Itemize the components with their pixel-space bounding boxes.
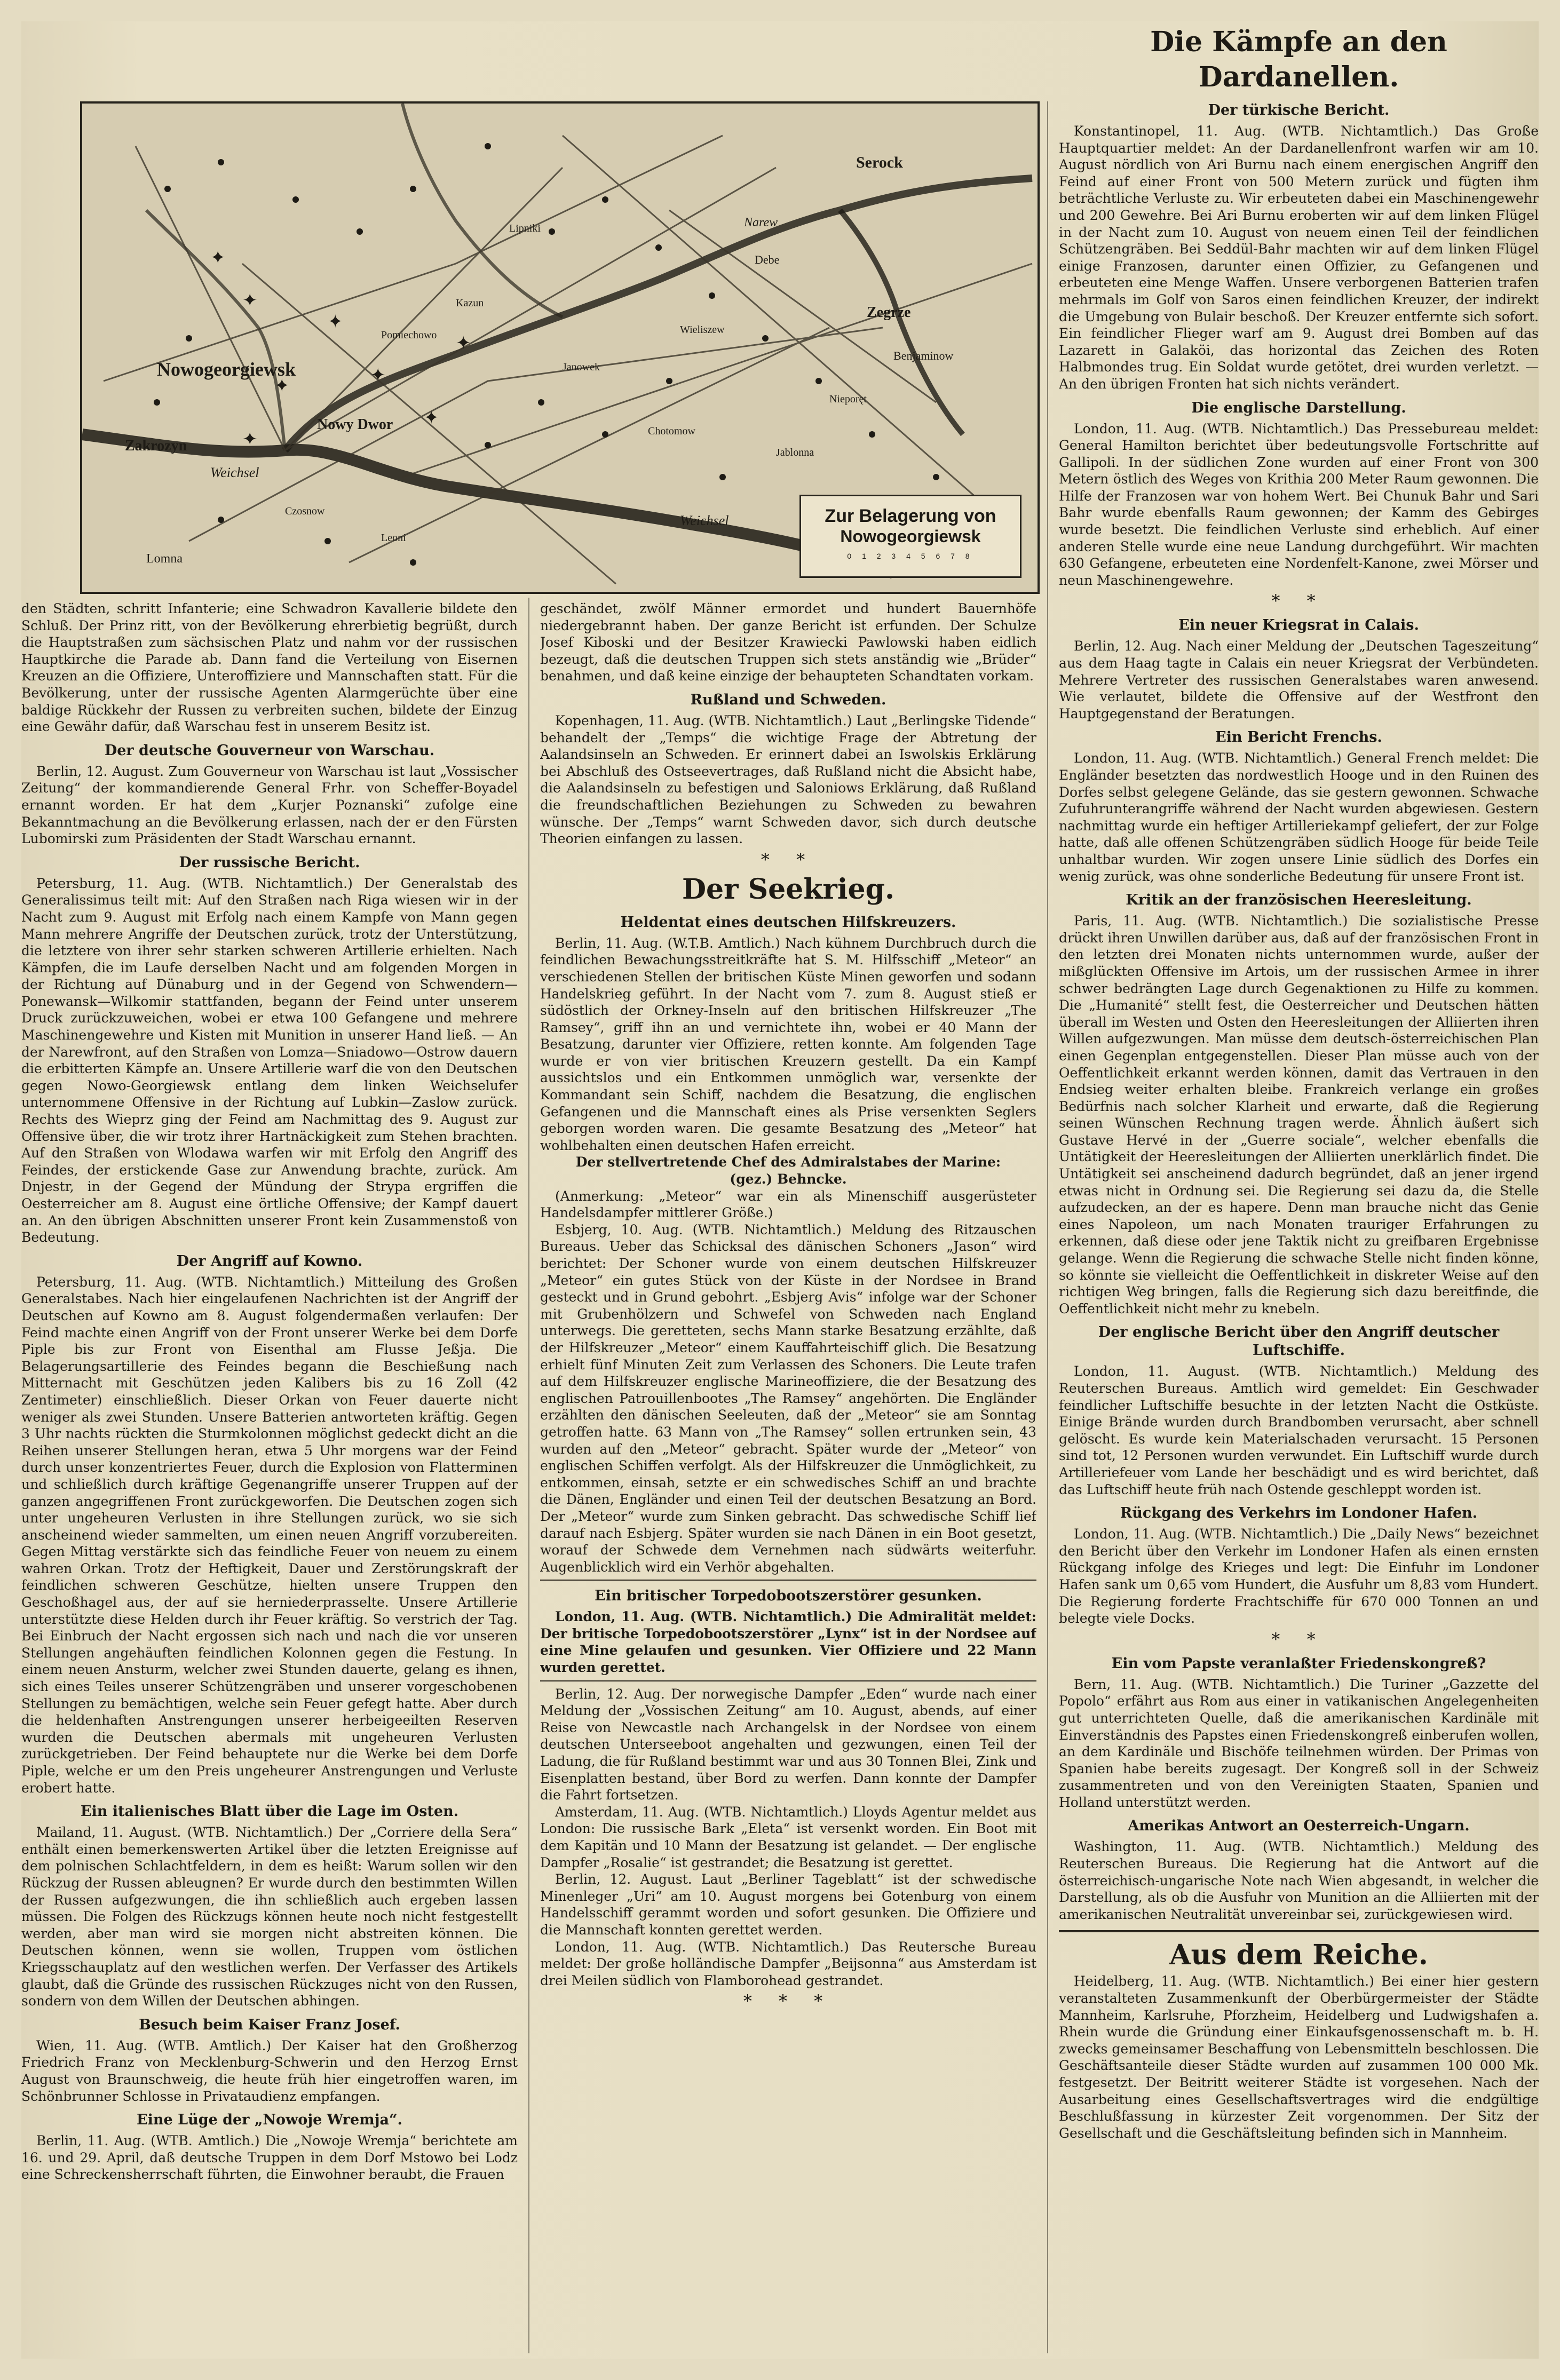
svg-text:Zegrze: Zegrze [867,304,911,321]
map-title-line1: Zur Belagerung von [825,506,996,526]
article-minenleger-uri: Berlin, 12. August. Laut „Berliner Tageblatt“ ist der schwedische Minenleger „Uri“ am 10. August morgens bei Gotenburg von einem Handelsschiff gerammt worden und sofort gesunken. Die Offiziere und die Mannschaft konnten gerettet werden. [540,1871,1036,1938]
article-dampfer-eden: Berlin, 12. Aug. Der norwegische Dampfer „Eden“ wurde nach einer Meldung der „Vossischen Zeitung“ am 10. August, abends, auf einer Reise von Newcastle nach Archangelsk in der Nordsee von einem deutschen Unterseeboot angehalten und gezwungen, einen Teil der Ladung, die für Rußland bestimmt war und aus 30 Tonnen Blei, Zink und Eisenplatten bestand, über Bord zu werfen. Dann konnte der Dampfer die Fahrt fortsetzen. [540,1686,1036,1803]
heading-gouverneur: Der deutsche Gouverneur von Warschau. [104,742,435,759]
svg-text:✦: ✦ [424,407,439,429]
heading-hilfskreuzer: Heldentat eines deutschen Hilfskreuzers. [620,914,956,931]
article-russischer-bericht: Petersburg, 11. Aug. (WTB. Nichtamtlich.) Der Generalstab des Generalissimus teilt mit: Auf den Straßen nach Riga wiesen wir in der Nacht zum 9. August mit Erfolg nach einem Kampfe von Mann gegen Mann mehrere Angriffe der Deutschen zurück, trotz der Unterstützung, die letztere von ihrer sehr starken schweren Artillerie erhielten. Nach Kämpfen, die im Laufe derselben Nacht und am folgenden Morgen in der Richtung auf Dünaburg und in der Gegend von Schwendern—Ponewansk—Wilkomir stattfanden, begann der Feind unter unserem Druck zurückzuweichen, wobei er etwa 100 Gefangene und mehrere Maschinengewehre und Kisten mit Munition in unserer Hand ließ. — An der Narewfront, auf den Straßen von Lomza—Sniadowo—Ostrow dauern die erbitterten Kämpfe an. Unsere Artillerie warf die von den Deutschen gegen Nowo-Georgiewsk entlang dem linken Weichselufer unternommene Offensive in der Richtung auf Lubkin—Zaslow zurück. Rechts des Wieprz ging der Feind am Nachmittag des 9. August zur Offensive über, die wir trotz ihrer Hartnäckigkeit zum Stehen brachten. Auf den Straßen von Wlodawa warfen wir mit Erfolg den Angriff des Feindes, der erstickende Gase zur Anwendung brachte, zurück. Am Dnjestr, in der Gegend der Mündung der Strypa ergriffen die Oesterreicher am 8. August eine örtliche Offensive; der Kampf dauert an. An den übrigen Abschnitten unserer Front kein Zusammenstoß von Bedeutung. [21,875,518,1245]
svg-text:Lomna: Lomna [146,552,183,566]
svg-text:✦: ✦ [328,311,343,332]
heading-amerikas-antwort: Amerikas Antwort an Oesterreich-Ungarn. [1128,1818,1470,1835]
article-tuerkischer-bericht: Konstantinopel, 11. Aug. (WTB. Nichtamtlich.) Das Große Hauptquartier meldet: An der Dardanellenfront warfen wir am 10. August nördlich von Ari Burnu nach einem energischen Angriff den Feind auf einer Front von 500 Metern zurück und fügten ihm beträchtliche Verluste zu. Wir erbeuteten dabei ein Maschinengewehr und 200 Gewehre. Bei Ari Burnu eroberten wir auf dem linken Flügel in der Nacht zum 10. August von neuem einen Teil der feindlichen Schützengräben. Bei Seddül-Bahr machten wir auf dem linken Flügel einige Franzosen, darunter einen Offizier, zu Gefangenen und erbeuteten eine Menge Waffen. Unsere verborgenen Batterien trafen mehrmals im Golf von Saros einen feindlichen Kreuzer, der indirekt die Umgebung von Bulair beschoß. Der Kreuzer entfernte sich sofort. Ein feindlicher Flieger warf am 9. August drei Bomben auf das Lazarett in Galaköi, das horizontal das Zeichen des Roten Halbmondes trug. Ein Soldat wurde getötet, drei wurden verletzt. — An den übrigen Fronten hat sich nichts verändert. [1059,123,1539,392]
note-meteor: (Anmerkung: „Meteor“ war ein als Minenschiff ausgerüsteter Handelsdampfer mittlerer Größe.) [540,1188,1036,1221]
svg-text:Benjaminow: Benjaminow [893,349,954,362]
article-amerikas-antwort: Washington, 11. Aug. (WTB. Nichtamtlich.) Meldung des Reuterschen Bureaus. Die Regierung hat die Antwort auf die österreichisch-ungarische Note nach Wien abgesandt, in welcher die Darstellung, als ob die Ausfuhr von Munition an die Alliierten mit der amerikanischen Neutralität unvereinbar sei, zurückgewiesen wird. [1059,1839,1539,1922]
article-nowoje-wremja: Berlin, 11. Aug. (WTB. Amtlich.) Die „Nowoje Wremja“ berichtete am 16. und 29. April, daß deutsche Truppen in dem Dorf Mstowo bei Lodz eine Schreckensherrschaft führten, die Einwohner beraubt, die Frauen [21,2133,518,2183]
heading-friedenskongress: Ein vom Papste veranlaßter Friedenskongreß? [1111,1655,1486,1672]
article-englische-darstellung: London, 11. Aug. (WTB. Nichtamtlich.) Das Pressebureau meldet: General Hamilton berichtet über bedeutungsvolle Fortschritte auf Gallipoli. In der südlichen Zone wurden auf einer Front von 300 Metern östlich des Weges von Krithia 200 Meter Raum gewonnen. Die Hilfe der Franzosen war von hohem Wert. Bei Chunuk Bahr und Sari Bahr wurde ebenfalls Raum gewonnen; der Kamm des Gebirges wurde besetzt. Die feindlichen Verluste sind erheblich. Auf einer anderen Stelle wurde eine neue Landung durchgeführt. Wir machten 630 Gefangene, erbeuteten eine Nordenfelt-Kanone, zwei Mörser und neun Maschinengewehre. [1059,421,1539,588]
svg-text:Czosnow: Czosnow [285,505,325,517]
signature-line-1: Der stellvertretende Chef des Admiralstabes der Marine: [575,1154,1001,1170]
column-rule-1 [528,598,529,2353]
svg-text:Zakrozyn: Zakrozyn [125,438,187,454]
map-title-line2: Nowogeorgiewsk [840,527,981,546]
column-left [21,600,518,2359]
heading-kaiser-franz-josef: Besuch beim Kaiser Franz Josef. [139,2016,400,2033]
heading-londoner-hafen: Rückgang des Verkehrs im Londoner Hafen. [1120,1505,1478,1522]
article-heidelberg: Heidelberg, 11. Aug. (WTB. Nichtamtlich.) Bei einer hier gestern veranstalteten Zusammenkunft der Oberbürgermeister der Städte Mannheim, Karlsruhe, Pforzheim, Heidelberg und Ludwigshafen a. Rhein wurde die Gründung einer Einkaufsgenossenschaft m. b. H. zwecks gemeinsamer Beschaffung von Lebensmitteln beschlossen. Die Geschäftsanteile dieser Städte wurden auf zusammen 100 000 Mk. festgesetzt. Der Beitritt weiterer Städte ist vorgesehen. Nach der Ausarbeitung eines Gesellschaftsvertrages wird die endgültige Beschlußfassung in kürzester Zeit vorgenommen. Der Sitz der Gesellschaft und die Geschäftsleitung befinden sich in Mannheim. [1059,1973,1539,2141]
signature-line-2: (gez.) Behncke. [730,1171,847,1187]
svg-text:Leoni: Leoni [381,532,406,544]
svg-text:✦: ✦ [274,375,290,396]
map-legend-box [799,495,1021,578]
heading-torpedoboot: Ein britischer Torpedobootszerstörer gesunken. [595,1588,982,1605]
article-kritik-heeresleitung: Paris, 11. Aug. (WTB. Nichtamtlich.) Die sozialistische Presse drückt ihren Unwillen darüber aus, daß auf der französischen Front in den letzten drei Monaten nichts unternommen wurde, außer der mißglückten Offensive im Artois, um der russischen Armee in ihrer schwer bedrängten Lage durch Gegenaktionen zu Hilfe zu kommen. Die „Humanité“ stellt fest, die Oesterreicher und Deutschen hätten überall im Westen und Osten den Heeresleitungen der Alliierten ihren Willen aufgezwungen. Man müsse dem deutsch-österreichischen Plan einen Gegenplan entgegenstellen. Dieser Plan müsse auch von der Oeffentlichkeit erkannt werden können, damit das Vertrauen in den Endsieg weiter erhalten bleibe. Frankreich verlange ein großes Bedürfnis nach solcher Klarheit und erwarte, daß die Regierung seinen Wünschen Rechnung tragen werde. Ähnlich äußert sich Gustave Hervé in der „Guerre sociale“, welcher ebenfalls die Untätigkeit der Heeresleitungen der Alliierten unerklärlich findet. Die Untätigkeit sei anscheinend dadurch begründet, daß an jener irgend etwas nicht in Ordnung sei. Die Regierung sei dazu da, die Stelle aufzudecken, an der es hapere. Denn man brauche nicht das Genie eines Napoleon, um nach Monaten trauriger Erfahrungen zu erkennen, daß diese oder jene Taktik nicht zu greifbaren Ergebnisse gelange. Wenn die Regierung die schwache Stelle nicht finden könne, so könnte sie vielleicht die Oeffentlichkeit in diskreter Weise auf den richtigen Weg bringen, falls die Regierung sich dazu bereitfinde, die Oeffentlichkeit nicht mehr zu knebeln. [1059,913,1539,1316]
article-hilfskreuzer: Berlin, 11. Aug. (W.T.B. Amtlich.) Nach kühnem Durchbruch durch die feindlichen Bewachungsstreitkräfte hat S. M. Hilfsschiff „Meteor“ an verschiedenen Stellen der britischen Küste Minen geworfen und sodann Handelskrieg geführt. In der Nacht vom 7. zum 8. August stieß er südöstlich der Orkney-Inseln auf den britischen Hilfskreuzer „The Ramsey“, griff ihn an und vernichtete ihn, wobei er 40 Mann der Besatzung, darunter vier Offiziere, retten konnte. Am folgenden Tage wurde er von vier britischen Kreuzern gestellt. Da ein Kampf aussichtslos und ein Entkommen unmöglich war, versenkte der Kommandant sein Schiff, nachdem die Besatzung, die englischen Gefangenen und die Mannschaft eines als Prise versenkten Seglers geborgen worden waren. Die gesamte Besatzung des „Meteor“ hat wohlbehalten einen deutschen Hafen erreicht. [540,935,1036,1153]
svg-text:Nowy Dwor: Nowy Dwor [317,416,393,433]
column-rule-2 [1047,101,1048,2353]
article-nowoje-wremja-cont: geschändet, zwölf Männer ermordet und hundert Bauernhöfe niedergebrannt haben. Der ganze Bericht ist erfunden. Der Schulze Josef Kiboski und der Besitzer Krawiecki Pawlowski haben eidlich bezeugt, daß die deutschen Truppen sich stets anständig wie „Brüder“ benahmen, und daß keine einzige der behaupteten Schandtaten vorkam. [540,601,1036,684]
article-russland-schweden: Kopenhagen, 11. Aug. (WTB. Nichtamtlich.) Laut „Berlingske Tidende“ behandelt der „Temps“ die wichtige Frage der Abtretung der Aalandsinseln an Schweden. Er erinnert dabei an Iswolskis Erklärung bei Abschluß des Ostseevertrages, daß Rußland nicht die Absicht habe, die Aalandsinseln zu befestigen und Saloniows Erklärung, daß Rußland die freundschaftlichen Beziehungen zu Schweden zu bewahren wünsche. Der „Temps“ warnt Schweden davor, sich durch deutsche Theorien einfangen zu lassen. [540,712,1036,847]
svg-text:Chotomow: Chotomow [648,425,695,437]
article-kowno: Petersburg, 11. Aug. (WTB. Nichtamtlich.) Mitteilung des Großen Generalstabes. Nach hier eingelaufenen Nachrichten ist der Angriff der Deutschen auf Kowno am 8. August folgendermaßen verlaufen: Der Feind machte einen Angriff von der Front unserer Werke bei dem Dorfe Piple bis zur Front von Eisenthal am Flusse Jeßja. Die Belagerungsartillerie des Feindes begann die Beschießung nach Mitternacht mit Geschützen jeden Kalibers bis zu 16 Zoll (42 Zentimeter) einschließlich. Dieser Orkan von Feuer dauerte nicht weniger als zwei Stunden. Unsere Batterien antworteten kräftig. Gegen 3 Uhr nachts rückten die Sturmkolonnen möglichst gedeckt dicht an die Reihen unserer Stellungen heran, etwa 5 Uhr morgens war der Feind durch unser konzentriertes Feuer, durch die Explosion von Flatterminen und schließlich durch kräftige Gegenangriffe unserer Truppen auf der ganzen angegriffenen Front zurückgeworfen. Die Deutschen zogen sich unter ungeheuren Verlusten in ihre Stellungen zurück, wo sie sich anscheinend wieder sammelten, um einen neuen Angriff vorzubereiten. Gegen Mittag verstärkte sich das feindliche Feuer von neuem zu einem wahren Orkan. Trotz der Heftigkeit, Dauer und Zerstörungskraft der feindlichen schweren Geschütze, hielten unsere Truppen den Geschoßhagel aus, der auf sie herniederprasselte. Unsere Artillerie unterstützte diese Helden durch ihr Feuer kräftig. So verstrich der Tag. Bei Einbruch der Nacht ergossen sich nach und nach die vor unseren Stellungen angehäuften feindlichen Kolonnen gegen die Festung. In einem neuen Ansturm, welcher zwei Stunden dauerte, gelang es ihnen, sich eines Teiles unserer Schützengräben und unserer vorgeschobenen Stellungen zu bemächtigen, welche sein Feuer gefegt hatte. Aber durch die heldenhaften Anstrengungen unserer herbeigeeilten Reserven wurden die Deutschen abermals mit ungeheuren Verlusten zurückgetrieben. Der Feind behauptete nur die Werke bei dem Dorfe Piple, welche er um den Preis ungeheurer Anstrengungen und Verluste erobert hatte. [21,1274,518,1796]
heading-russland-schweden: Rußland und Schweden. [690,691,886,708]
svg-text:Nieporęt: Nieporęt [829,393,867,405]
svg-text:✦: ✦ [242,290,258,311]
svg-text:Jablonna: Jablonna [776,447,814,458]
article-londoner-hafen: London, 11. Aug. (WTB. Nichtamtlich.) Die „Daily News“ bezeichnet den Bericht über den Verkehr im Londoner Hafen als einen ernsten Rückgang infolge des Krieges und legt: Die Einfuhr im Londoner Hafen sank um 0,65 vom Hundert, die Ausfuhr um 8,83 vom Hundert. Die Regierung forderte Frachtschiffe für 670 000 Tonnen an und belegte viele Docks. [1059,1526,1539,1627]
headline-dardanellen: Die Kämpfe an den Dardanellen. [1150,26,1447,93]
column-middle: geschändet, zwölf Männer ermordet und hundert Bauernhöfe niedergebrannt haben. Der ganze Bericht ist erfunden. Der Schulze Josef Kiboski und der Besitzer Krawiecki Pawlowski haben eidlich bezeugt, daß die deutschen Truppen sich stets anständig wie „Brüder“ benahmen, und daß keine einzige der behaupteten Schandtaten vorkam. Rußland und Schweden. Kopenhagen, 11. Aug. (WTB. Nichtamtlich.) Laut „Berlingske Tidende“ behandelt der „Temps“ die wichtige Frage der Abtretung der Aalandsinseln an Schweden. Er erinnert dabei an Iswolskis Erklärung bei Abschluß des Ostseevertrages, daß Rußland nicht die Absicht habe, die Aalandsinseln zu befestigen und Saloniows Erklärung, daß Rußland die freundschaftlichen Beziehungen zu Schweden zu bewahren wünsche. Der „Temps“ warnt Schweden davor, sich durch deutsche Theorien einfangen zu lassen. * * Der Seekrieg. Heldentat eines deutschen Hilfskreuzers. Berlin, 11. Aug. (W.T.B. Amtlich.) Nach kühnem Durchbruch durch die feindlichen Bewachungsstreitkräfte hat S. M. Hilfsschiff „Meteor“ an verschiedenen Stellen der britischen Küste Minen geworfen und sodann Handelskrieg geführt. In der Nacht vom 7. zum 8. August stieß er südöstlich der Orkney-Inseln auf den britischen Hilfskreuzer „The Ramsey“, griff ihn an und vernichtete ihn, wobei er 40 Mann der Besatzung, darunter vier Offiziere, retten konnte. Am folgenden Tage wurde er von vier britischen Kreuzern gestellt. Da ein Kampf aussichtslos und ein Entkommen unmöglich war, versenkte der Kommandant sein Schiff, nachdem die Besatzung, die englischen Gefangenen und die Mannschaft eines als Prise versenkten Seglers geborgen worden waren. Die gesamte Besatzung des „Meteor“ hat wohlbehalten einen deutschen Hafen erreicht. Der stellvertretende Chef des Admiralstabes der Marine: (gez.) Behncke. (Anmerkung: „Meteor“ war ein als Minenschiff ausgerüsteter Handelsdampfer mittlerer Größe.) Esbjerg, 10. Aug. (WTB. Nichtamtlich.) Meldung des Ritzauschen Bureaus. Ueber das Schicksal des dänischen Schoners „Jason“ wird berichtet: Der Schoner wurde von einem deutschen Hilfskreuzer „Meteor“ ein gutes Stück von der Küste in der Nordsee in Brand gesteckt und in Grund gebohrt. „Esbjerg Avis“ infolge war der Schoner mit Grubenhölzern und Schwefel von Schweden nach England unterwegs. Die geretteten, sechs Mann starke Besatzung erzählte, daß der Hilfskreuzer „Meteor“ einem Kauffahrteischiff glich. Die Besatzung erhielt fünf Minuten Zeit zum Verlassen des Schoners. Die Leute trafen auf dem Hilfskreuzer englische Marineoffiziere, die der Besatzung des englischen Patrouillenbootes „The Ramsey“ angehörten. Die Engländer erzählten den dänischen Seeleuten, daß der „Meteor“ sie am Sonntag getroffen hatte. 63 Mann von „The Ramsey“ sollen ertrunken sein, 43 wurden auf den „Meteor“ gebracht. Später wurde der „Meteor“ von englischen Schiffen verfolgt. Als der Hilfskreuzer die Unmöglichkeit, zu entkommen, einsah, setzte er ein schwedisches Schiff an und brachte die Dänen, Engländer und einen Teil der deutschen Besatzung an Bord. Der „Meteor“ wurde zum Sinken gebracht. Das schwedische Schiff lief darauf nach Esbjerg. Später wurden sie nach Dänen in ein Boot gesetzt, worauf der Schwede dem Vernehmen nach südwärts weiterfuhr. Augenblicklich wird ein Verhör abgehalten. Ein britischer Torpedobootszerstörer gesunken. London, 11. Aug. (WTB. Nichtamtlich.) Die Admiralität meldet: Der britische Torpedobootszerstörer „Lynx“ ist in der Nordsee auf eine Mine gelaufen und gesunken. Vier Offiziere und 22 Mann wurden gerettet. Berlin, 12. Aug. Der norwegische Dampfer „Eden“ wurde nach einer Meldung der „Vossischen Zeitung“ am 10. August, abends, auf einer Reise von Newcastle nach Archangelsk in der Nordsee von einem deutschen Unterseeboot angehalten und gezwungen, einen Teil der Ladung, die für Rußland bestimmt war und aus 30 Tonnen Blei, Zink und Eisenplatten bestand, über Bord zu werfen. Dann konnte der Dampfer die Fahrt fortsetzen. Amsterdam, 11. Aug. (WTB. Nichtamtlich.) Lloyds Agentur meldet aus London: Die russische Bark „Eleta“ ist versenkt worden. Ein Boot mit dem Kapitän und 10 Mann der Besatzung ist gelandet. — Der englische Dampfer „Rosalie“ ist gestrandet; die Besatzung ist gerettet. Berlin, 12. August. Laut „Berliner Tageblatt“ ist der schwedische Minenleger „Uri“ am 10. August morgens bei Gotenburg von einem Handelsschiff gerammt worden und sofort gesunken. Die Offiziere und die Mannschaft konnten gerettet werden. London, 11. Aug. (WTB. Nichtamtlich.) Das Reutersche Bureau meldet: Der große holländische Dampfer „Beijsonna“ aus Amsterdam ist drei Meilen südlich von Flamborohead gestrandet. * * * [540,601,1036,2012]
column-right: Die Kämpfe an den Dardanellen. Der türkische Bericht. Konstantinopel, 11. Aug. (WTB. Nichtamtlich.) Das Große Hauptquartier meldet: An der Dardanellenfront warfen wir am 10. August nördlich von Ari Burnu nach einem energischen Angriff den Feind auf einer Front von 500 Metern zurück und fügten ihm beträchtliche Verluste zu. Wir erbeuteten dabei ein Maschinengewehr und 200 Gewehre. Bei Ari Burnu eroberten wir auf dem linken Flügel in der Nacht zum 10. August von neuem einen Teil der feindlichen Schützengräben. Bei Seddül-Bahr machten wir auf dem linken Flügel einige Franzosen, darunter einen Offizier, zu Gefangenen und erbeuteten eine Menge Waffen. Unsere verborgenen Batterien trafen mehrmals im Golf von Saros einen feindlichen Kreuzer, der indirekt die Umgebung von Bulair beschoß. Der Kreuzer entfernte sich sofort. Ein feindlicher Flieger warf am 9. August drei Bomben auf das Lazarett in Galaköi, das horizontal das Zeichen des Roten Halbmondes trug. Ein Soldat wurde getötet, drei wurden verletzt. — An den übrigen Fronten hat sich nichts verändert. Die englische Darstellung. London, 11. Aug. (WTB. Nichtamtlich.) Das Pressebureau meldet: General Hamilton berichtet über bedeutungsvolle Fortschritte auf Gallipoli. In der südlichen Zone wurden auf einer Front von 300 Metern östlich des Weges von Krithia 200 Meter Raum gewonnen. Die Hilfe der Franzosen war von hohem Wert. Bei Chunuk Bahr und Sari Bahr wurde ebenfalls Raum gewonnen; der Kamm des Gebirges wurde besetzt. Die feindlichen Verluste sind erheblich. Auf einer anderen Stelle wurde eine neue Landung durchgeführt. Wir machten 630 Gefangene, erbeuteten eine Nordenfelt-Kanone, zwei Mörser und neun Maschinengewehre. * * Ein neuer Kriegsrat in Calais. Berlin, 12. Aug. Nach einer Meldung der „Deutschen Tageszeitung“ aus dem Haag tagte in Calais ein neuer Kriegsrat der Verbündeten. Mehrere Vertreter des russischen Generalstabes waren anwesend. Wie verlautet, bildete die Offensive auf der Westfront den Hauptgegenstand der Beratungen. Ein Bericht Frenchs. London, 11. Aug. (WTB. Nichtamtlich.) General French meldet: Die Engländer besetzten das nordwestlich Hooge und in den Ruinen des Dorfes selbst gelegene Gelände, das sie gestern gewonnen. Schwache Zufuhrunterangriffe während der Nacht wurden abgewiesen. Gestern nachmittag wurde ein heftiger Artilleriekampf geliefert, der zur Folge hatte, daß alle offenen Schützengräben südlich Hooge für beide Teile unhaltbar wurden. Wir zogen unsere Linie südlich des Dorfes ein wenig zurück, was ohne sonderliche Bedeutung für unsere Front ist. Kritik an der französischen Heeresleitung. Paris, 11. Aug. (WTB. Nichtamtlich.) Die sozialistische Presse drückt ihren Unwillen darüber aus, daß auf der französischen Front in den letzten drei Monaten nichts unternommen wurde, außer der mißglückten Offensive im Artois, um der russischen Armee in ihrer schwer bedrängten Lage durch Gegenaktionen zu Hilfe zu kommen. Die „Humanité“ stellt fest, die Oesterreicher und Deutschen hätten überall im Westen und Osten den Heeresleitungen der Alliierten ihren Willen aufgezwungen. Man müsse dem deutsch-österreichischen Plan einen Gegenplan entgegenstellen. Dieser Plan müsse auch von der Oeffentlichkeit erkannt werden können, damit das Vertrauen in den Endsieg weiter erhalten bleibe. Frankreich verlange ein großes Bedürfnis nach solcher Klarheit und erwarte, daß die Regierung seinen Wünschen Rechnung tragen werde. Ähnlich äußert sich Gustave Hervé in der „Guerre sociale“, welcher ebenfalls die Untätigkeit der Heeresleitungen der Alliierten unerklärlich findet. Die Untätigkeit sei anscheinend dadurch begründet, daß an jener irgend etwas nicht in Ordnung sei. Die Regierung sei dazu da, die Stelle aufzudecken, an der es hapere. Denn man brauche nicht das Genie eines Napoleon, um nach Monaten trauriger Erfahrungen zu erkennen, daß diese oder jene Taktik nicht zu greifbaren Ergebnisse gelange. Wenn die Regierung die schwache Stelle nicht finden könne, so könnte sie vielleicht die Oeffentlichkeit in diskreter Weise auf den richtigen Weg bringen, falls die Regierung sich dazu bereitfinde, die Oeffentlichkeit nicht mehr zu knebeln. Der englische Bericht über den Angriff deutscher Luftschiffe. London, 11. August. (WTB. Nichtamtlich.) Meldung des Reuterschen Bureaus. Amtlich wird gemeldet: Ein Geschwader feindlicher Luftschiffe besuchte in der letzten Nacht die Ostküste. Einige Brände wurden durch Brandbomben verursacht, aber schnell gelöscht. Es wurde kein Materialschaden verursacht. 15 Personen sind tot, 12 Personen wurden verwundet. Ein Luftschiff wurde durch Artilleriefeuer vom Lande her beschädigt und es wird berichtet, daß das Luftschiff heute früh nach Ostende geschleppt worden ist. Rückgang des Verkehrs im Londoner Hafen. London, 11. Aug. (WTB. Nichtamtlich.) Die „Daily News“ bezeichnet den Bericht über den Verkehr im Londoner Hafen als einen ernsten Rückgang infolge des Krieges und legt: Die Einfuhr im Londoner Hafen sank um 0,65 vom Hundert, die Ausfuhr um 8,83 vom Hundert. Die Regierung forderte Frachtschiffe für 670 000 Tonnen an und belegte viele Docks. * * Ein vom Papste veranlaßter Friedenskongreß? Bern, 11. Aug. (WTB. Nichtamtlich.) Die Turiner „Gazzette del Popolo“ erfährt aus Rom aus einer in vatikanischen Angelegenheiten gut unterrichteten Quelle, daß die amerikanischen Kardinäle mit Einverständnis des Papstes einen Friedenskongreß einberufen wollen, an dem Kardinäle und Bischöfe teilnehmen würden. Der Primas von Spanien habe bereits zugesagt. Der Kongreß soll in der Schweiz zusammentreten und von den Vereinigten Staaten, Spanien und Holland unterstützt werden. Amerikas Antwort an Oesterreich-Ungarn. Washington, 11. Aug. (WTB. Nichtamtlich.) Meldung des Reuterschen Bureaus. Die Regierung hat die Antwort auf die österreichisch-ungarische Note nach Wien abgesandt, in welcher die Darstellung, als ob die Ausfuhr von Munition an die Alliierten mit der amerikanischen Neutralität unvereinbar sei, zurückgewiesen wird. Aus dem Reiche. Heidelberg, 11. Aug. (WTB. Nichtamtlich.) Bei einer hier gestern veranstalteten Zusammenkunft der Oberbürgermeister der Städte Mannheim, Karlsruhe, Pforzheim, Heidelberg und Ludwigshafen a. Rhein wurde die Gründung einer Einkaufsgenossenschaft m. b. H. zwecks gemeinsamer Beschaffung von Lebensmitteln beschlossen. Die Geschäftsanteile dieser Städte wurden auf zusammen 100 000 Mk. festgesetzt. Der Beitritt weiterer Städte ist vorgesehen. Nach der Ausarbeitung eines Gesellschaftsvertrages wird die endgültige Beschlußfassung in kürzester Zeit vorgenommen. Der Sitz der Gesellschaft und die Geschäftsleitung befinden sich in Mannheim. [1059,26,1539,2141]
svg-text:✦: ✦ [210,247,226,268]
svg-text:Kazun: Kazun [456,297,484,309]
article-bark-eleta: Amsterdam, 11. Aug. (WTB. Nichtamtlich.) Lloyds Agentur meldet aus London: Die russische Bark „Eleta“ ist versenkt worden. Ein Boot mit dem Kapitän und 10 Mann der Besatzung ist gelandet. — Der englische Dampfer „Rosalie“ ist gestrandet; die Besatzung ist gerettet. [540,1804,1036,1870]
heading-nowoje-wremja: Eine Lüge der „Nowoje Wremja“. [137,2112,402,2129]
article-friedenskongress: Bern, 11. Aug. (WTB. Nichtamtlich.) Die Turiner „Gazzette del Popolo“ erfährt aus Rom aus einer in vatikanischen Angelegenheiten gut unterrichteten Quelle, daß die amerikanischen Kardinäle mit Einverständnis des Papstes einen Friedenskongreß einberufen wollen, an dem Kardinäle und Bischöfe teilnehmen würden. Der Primas von Spanien habe bereits zugesagt. Der Kongreß soll in der Schweiz zusammentreten und von den Vereinigten Staaten, Spanien und Holland unterstützt werden. [1059,1676,1539,1810]
article-einzug-warschau: den Städten, schritt Infanterie; eine Schwadron Kavallerie bildete den Schluß. Der Prinz ritt, von der Bevölkerung ehrerbietig begrüßt, durch die Hauptstraßen zum sächsischen Platz und nahm vor der russischen Hauptkirche die Parade ab. Dann fand die Verteilung von Eisernen Kreuzen an die Offiziere, Unteroffiziere und Mannschaften statt. Für die Bevölkerung, unter der russische Agenten Alarmgerüchte über eine baldige Rückkehr der Russen zu verbreiten suchen, bildete der Einzug eine Gewähr dafür, daß Warschau fest in unserem Besitz ist. [21,601,518,735]
svg-text:Serock: Serock [856,154,903,171]
svg-text:✦: ✦ [370,364,386,386]
headline-aus-dem-reiche: Aus dem Reiche. [1169,1939,1428,1972]
heading-kowno: Der Angriff auf Kowno. [176,1252,363,1270]
heading-tuerkischer-bericht: Der türkische Bericht. [1208,102,1390,118]
article-gouverneur: Berlin, 12. August. Zum Gouverneur von Warschau ist laut „Vossischer Zeitung“ der kommandierende General Frhr. von Scheffer-Boyadel ernannt worden. Er hat dem „Kurjer Poznanski“ zufolge eine Bekanntmachung an die Bevölkerung erlassen, nach der er den Fürsten Lubomirski zum Präsidenten der Stadt Warschau ernannt. [21,763,518,847]
article-esbjerg: Esbjerg, 10. Aug. (WTB. Nichtamtlich.) Meldung des Ritzauschen Bureaus. Ueber das Schicksal des dänischen Schoners „Jason“ wird berichtet: Der Schoner wurde von einem deutschen Hilfskreuzer „Meteor“ ein gutes Stück von der Küste in der Nordsee in Brand gesteckt und in Grund gebohrt. „Esbjerg Avis“ infolge war der Schoner mit Grubenhölzern und Schwefel von Schweden nach England unterwegs. Die geretteten, sechs Mann starke Besatzung erzählte, daß der Hilfskreuzer „Meteor“ einem Kauffahrteischiff glich. Die Besatzung erhielt fünf Minuten Zeit zum Verlassen des Schoners. Die Leute trafen auf dem Hilfskreuzer englische Marineoffiziere, die der Besatzung des englischen Patrouillenbootes „The Ramsey“ angehörten. Die Engländer erzählten den dänischen Seeleuten, daß der „Meteor“ sie am Sonntag getroffen hatte. 63 Mann von „The Ramsey“ sollen ertrunken sein, 43 wurden auf den „Meteor“ gebracht. Später wurde der „Meteor“ von englischen Schiffen verfolgt. Als der Hilfskreuzer die Unmöglichkeit, zu entkommen, einsah, setzte er ein schwedisches Schiff an und brachte die Dänen, Engländer und einen Teil der deutschen Besatzung an Bord. Der „Meteor“ wurde zum Sinken gebracht. Das schwedische Schiff lief darauf nach Esbjerg. Später wurden sie nach Dänen in ein Boot gesetzt, worauf der Schwede dem Vernehmen nach südwärts weiterfuhr. Augenblicklich wird ein Verhör abgehalten. [540,1221,1036,1575]
article-bericht-frenchs: London, 11. Aug. (WTB. Nichtamtlich.) General French meldet: Die Engländer besetzten das nordwestlich Hooge und in den Ruinen des Dorfes selbst gelegene Gelände, das sie gestern gewonnen. Schwache Zufuhrunterangriffe während der Nacht wurden abgewiesen. Gestern nachmittag wurde ein heftiger Artilleriekampf geliefert, der zur Folge hatte, daß alle offenen Schützengräben südlich Hooge für beide Teile unhaltbar wurden. Wir zogen unsere Linie südlich des Dorfes ein wenig zurück, was ohne sonderliche Bedeutung für unsere Front ist. [1059,750,1539,884]
heading-russischer-bericht: Der russische Bericht. [179,854,360,871]
newspaper-page [21,21,1539,2359]
article-kaiser-franz-josef: Wien, 11. Aug. (WTB. Amtlich.) Der Kaiser hat den Großherzog Friedrich Franz von Mecklenburg-Schwerin und den Herzog Ernst August von Braunschweig, die heute früh hier eingetroffen waren, im Schönbrunner Schlosse in Privataudienz empfangen. [21,2037,518,2104]
svg-text:Weichsel: Weichsel [680,513,729,528]
siege-map [80,101,1040,594]
article-italienisches-blatt: Mailand, 11. August. (WTB. Nichtamtlich.) Der „Corriere della Sera“ enthält einen bemerkenswerten Artikel über die letzten Ereignisse auf dem polnischen Schlachtfeldern, in dem es heißt: Warum sollen wir den Rückzug der Russen ableugnen? Er wurde durch den bestimmten Willen der Russen aufgezwungen, die ihn schließlich auch ergeben lassen müssen. Die Folgen des Rückzugs können heute noch nicht festgestellt werden, aber man wird sie morgen nicht abstreiten können. Die Deutschen können, wenn sie wollen, Truppen vom östlichen Kriegsschauplatz auf den westlichen werfen. Der Verfasser des Artikels glaubt, daß die Gründe des russischen Rückzuges nicht von den Russen, sondern von dem Willen der Deutschen abhingen. [21,1824,518,2009]
heading-kritik-heeresleitung: Kritik an der französischen Heeresleitung. [1126,892,1472,909]
divider [1059,1930,1539,1932]
heading-luftschiffe: Der englische Bericht über den Angriff deutscher Luftschiffe. [1098,1324,1500,1359]
heading-kriegsrat-calais: Ein neuer Kriegsrat in Calais. [1178,617,1419,634]
heading-englische-darstellung: Die englische Darstellung. [1191,399,1406,416]
svg-text:Lipniki: Lipniki [509,223,541,234]
svg-text:Debe: Debe [755,253,780,266]
heading-italienisches-blatt: Ein italienisches Blatt über die Lage im Osten. [80,1803,459,1820]
article-kriegsrat-calais: Berlin, 12. Aug. Nach einer Meldung der „Deutschen Tageszeitung“ aus dem Haag tagte in Calais ein neuer Kriegsrat der Verbündeten. Mehrere Vertreter des russischen Generalstabes waren anwesend. Wie verlautet, bildete die Offensive auf der Westfront den Hauptgegenstand der Beratungen. [1059,638,1539,721]
article-luftschiffe: London, 11. August. (WTB. Nichtamtlich.) Meldung des Reuterschen Bureaus. Amtlich wird gemeldet: Ein Geschwader feindlicher Luftschiffe besuchte in der letzten Nacht die Ostküste. Einige Brände wurden durch Brandbomben verursacht, aber schnell gelöscht. Es wurde kein Materialschaden verursacht. 15 Personen sind tot, 12 Personen wurden verwundet. Ein Luftschiff wurde durch Artilleriefeuer vom Lande her beschädigt und es wird berichtet, daß das Luftschiff heute früh nach Ostende geschleppt worden ist. [1059,1363,1539,1497]
svg-text:✦: ✦ [456,332,471,354]
svg-text:Janowek: Janowek [563,361,600,373]
article-dampfer-beijsonna: London, 11. Aug. (WTB. Nichtamtlich.) Das Reutersche Bureau meldet: Der große holländische Dampfer „Beijsonna“ aus Amsterdam ist drei Meilen südlich von Flamborohead gestrandet. [540,1939,1036,1988]
svg-text:Narew: Narew [744,216,778,229]
article-torpedoboot: London, 11. Aug. (WTB. Nichtamtlich.) Die Admiralität meldet: Der britische Torpedobootszerstörer „Lynx“ ist in der Nordsee auf eine Mine gelaufen und gesunken. Vier Offiziere und 22 Mann wurden gerettet. [540,1609,1036,1676]
svg-text:✦: ✦ [242,429,258,450]
heading-bericht-frenchs: Ein Bericht Frenchs. [1215,729,1382,746]
map-scale: 0 1 2 3 4 5 6 7 8 [847,552,974,560]
svg-text:Nowogeorgiewsk: Nowogeorgiewsk [157,359,296,380]
svg-text:Pomiechowo: Pomiechowo [381,329,437,341]
svg-text:Wieliszew: Wieliszew [680,324,725,336]
headline-seekrieg: Der Seekrieg. [682,872,895,906]
svg-text:Weichsel: Weichsel [210,465,259,480]
